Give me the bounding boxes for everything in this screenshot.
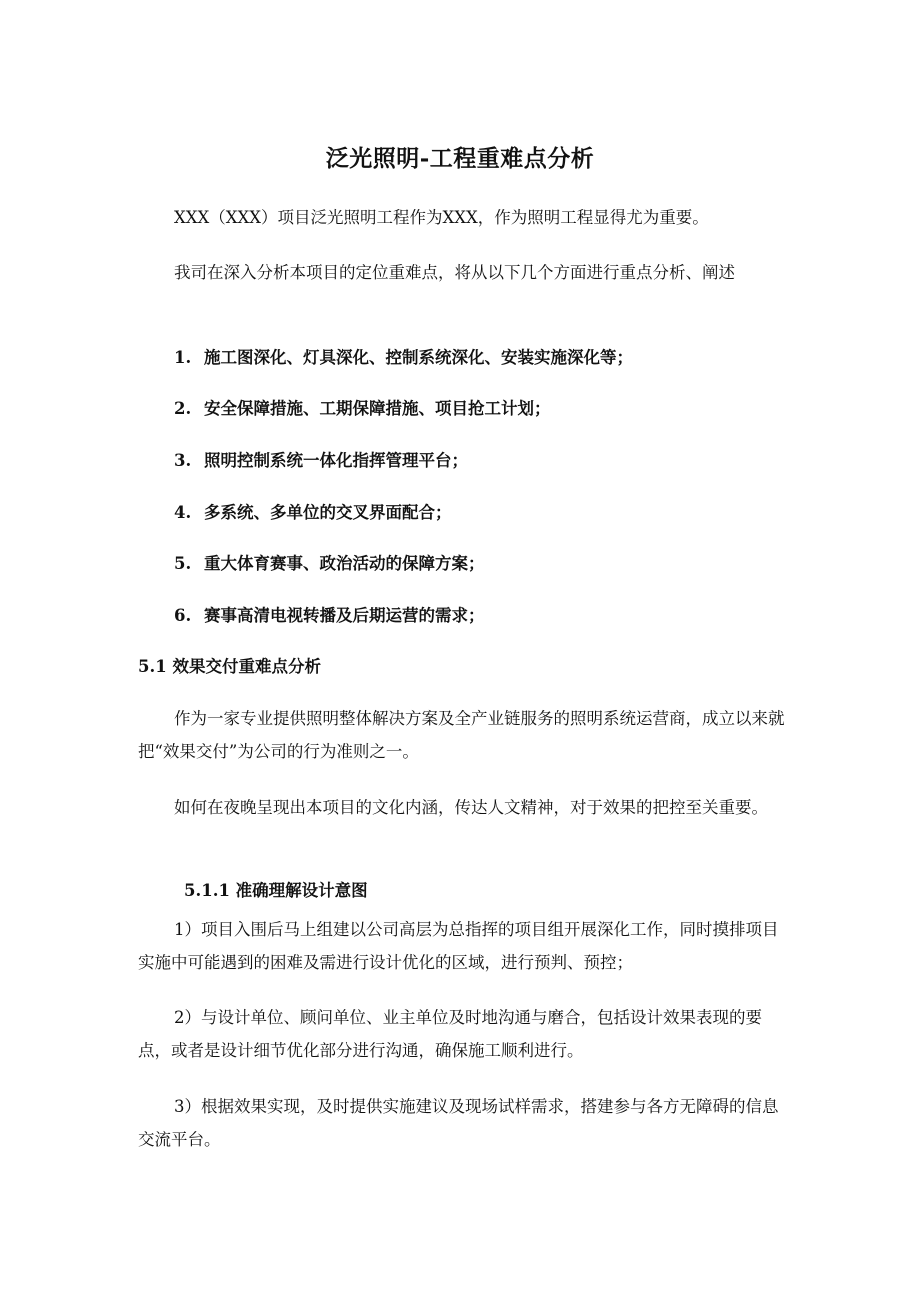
section-5-1-1-paragraph-2: 2）与设计单位、顾问单位、业主单位及时地沟通与磨合，包括设计效果表现的要点，或者是设计细节优化部分进行沟通，确保施工顺利进行。 — [138, 1008, 762, 1060]
list-item — [174, 604, 794, 628]
section-5-1-1-paragraph-1: 1）项目入围后马上组建以公司高层为总指挥的项目组开展深化工作，同时摸排项目实施中可能遇到的困难及需进行设计优化的区域，进行预判、预控； — [138, 920, 779, 972]
section-5-1-paragraph-1: 作为一家专业提供照明整体解决方案及全产业链服务的照明系统运营商，成立以来就把“效果交付”为公司的行为准则之一。 — [138, 709, 785, 761]
document-title: 泛光照明-工程重难点分析 — [325, 145, 595, 172]
list-number: 4. — [174, 503, 192, 522]
list-text: 多系统、多单位的交叉界面配合； — [204, 503, 452, 522]
list-item — [174, 397, 794, 421]
list-item — [174, 346, 794, 370]
list-number: 6. — [174, 606, 192, 625]
list-number: 3. — [174, 451, 192, 470]
list-item — [174, 501, 794, 525]
list-item — [174, 449, 794, 473]
list-number: 5. — [174, 554, 192, 573]
section-5-1-paragraph-2: 如何在夜晚呈现出本项目的文化内涵，传达人文精神，对于效果的把控至关重要。 — [174, 798, 768, 817]
section-heading-5-1-1: 5.1.1 准确理解设计意图 — [184, 881, 368, 900]
intro-paragraph-2: 我司在深入分析本项目的定位重难点，将从以下几个方面进行重点分析、阐述 — [174, 263, 735, 282]
list-text: 安全保障措施、工期保障措施、项目抢工计划； — [204, 399, 551, 418]
intro-paragraph-1: XXX（XXX）项目泛光照明工程作为XXX，作为照明工程显得尤为重要。 — [174, 208, 709, 227]
list-text: 照明控制系统一体化指挥管理平台； — [204, 451, 468, 470]
section-5-1-1-paragraph-3: 3）根据效果实现，及时提供实施建议及现场试样需求，搭建参与各方无障碍的信息交流平台。 — [138, 1097, 779, 1149]
section-heading-5-1: 5.1 效果交付重难点分析 — [138, 657, 321, 676]
list-number: 2. — [174, 399, 192, 418]
list-number: 1. — [174, 348, 192, 367]
list-item — [174, 552, 794, 576]
list-text: 赛事高清电视转播及后期运营的需求； — [204, 606, 485, 625]
list-text: 施工图深化、灯具深化、控制系统深化、安装实施深化等； — [204, 348, 633, 367]
list-text: 重大体育赛事、政治活动的保障方案； — [204, 554, 485, 573]
